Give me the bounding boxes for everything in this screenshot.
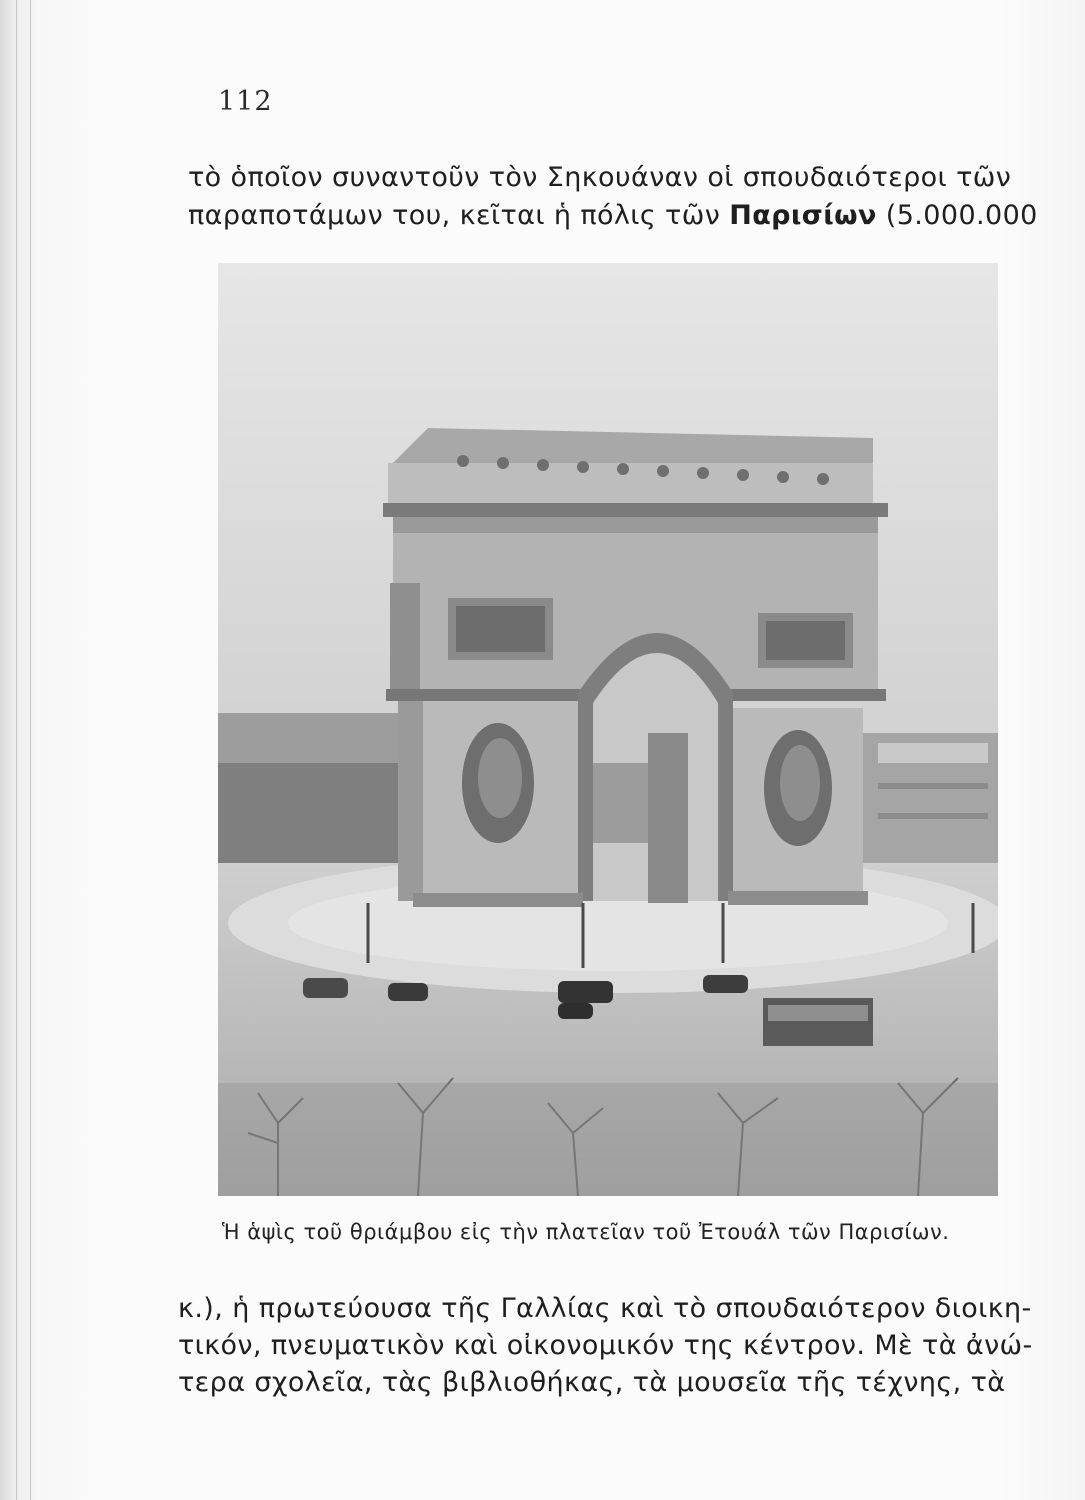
body-text-span: παραποτάμων του, κεῖται ἡ πόλις τῶν xyxy=(188,200,730,231)
arc-de-triomphe-photo xyxy=(218,263,998,1196)
page-edge-line xyxy=(30,0,31,1500)
body-text-span: (5.000.000 xyxy=(876,200,1038,231)
body-text-line xyxy=(188,200,1038,231)
page-edge-line xyxy=(16,0,17,1500)
body-text-line: κ.), ἡ πρωτεύουσα τῆς Γαλλίας καὶ τὸ σπουδαιότερον διοικη- xyxy=(178,1293,1032,1324)
bold-city-name: Παρισίων xyxy=(729,200,877,231)
body-text-line: τὸ ὁποῖον συναντοῦν τὸν Σηκουάναν οἱ σπουδαιότεροι τῶν xyxy=(188,162,1012,193)
figure-caption: Ἡ ἁψὶς τοῦ θριάμβου εἰς τὴν πλατεῖαν τοῦ Ἐτουάλ τῶν Παρισίων. xyxy=(222,1220,950,1244)
body-text-line: τικόν, πνευματικὸν καὶ οἰκονομικόν της κέντρον. Μὲ τὰ ἀνώ- xyxy=(178,1330,1033,1361)
body-text-line: τερα σχολεῖα, τὰς βιβλιοθήκας, τὰ μουσεῖα τῆς τέχνης, τὰ xyxy=(178,1367,1006,1398)
photo-illustration xyxy=(218,263,998,1196)
page-number: 112 xyxy=(218,86,273,117)
